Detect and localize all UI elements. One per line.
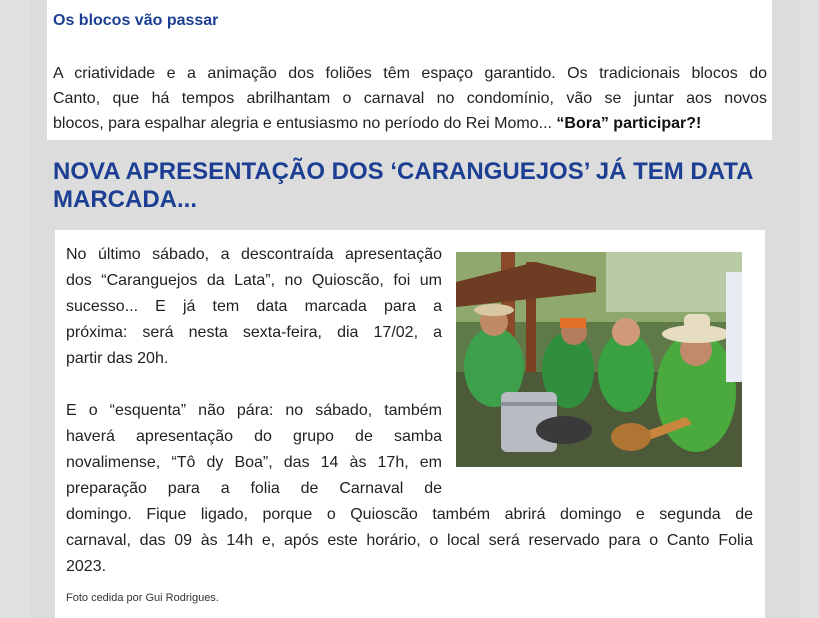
- blocos-paragraph-end: [53, 111, 767, 136]
- paragraph-line: No último sábado, a descontraída apresentação: [66, 246, 442, 263]
- paragraph-line: domingo. Fique ligado, porque o Quioscão também abrirá domingo e segunda de: [66, 506, 753, 523]
- photo-caption: Foto cedida por Gui Rodrigues.: [66, 592, 219, 604]
- right-margin: [800, 0, 819, 618]
- paragraph-line: próxima: será nesta sexta-feira, dia 17/02, a: [66, 324, 442, 341]
- band-photo: [456, 252, 742, 467]
- paragraph-line: novalimense, “Tô dy Boa”, das 14 às 17h, em: [66, 454, 442, 471]
- blocos-line: Canto, que há tempos abrilhantam o carnaval no condomínio, vão se juntar aos novos: [53, 90, 767, 107]
- paragraph-line: sucesso... E já tem data marcada para a: [66, 298, 442, 315]
- left-margin: [0, 0, 30, 618]
- band-photo-illustration: [456, 252, 742, 467]
- paragraph-line: 2023.: [66, 558, 107, 575]
- paragraph-line: dos “Caranguejos da Lata”, no Quioscão, foi um: [66, 272, 442, 289]
- blocos-title: Os blocos vão passar: [53, 12, 219, 29]
- paragraph-line: carnaval, das 09 às 14h e, após este horário, o local será reservado para o Canto Folia: [66, 532, 753, 549]
- blocos-paragraph: [53, 61, 767, 111]
- blocos-line: blocos, para espalhar alegria e entusiasmo no período do Rei Momo...: [53, 115, 552, 132]
- paragraph-line: haverá apresentação do grupo de samba: [66, 428, 442, 445]
- article-paragraph-1: [66, 242, 442, 372]
- article-headline: NOVA APRESENTAÇÃO DOS ‘CARANGUEJOS’ JÁ TEM DATA MARCADA...: [53, 158, 753, 213]
- paragraph-line: partir das 20h.: [66, 350, 169, 367]
- blocos-line: A criatividade e a animação dos foliões têm espaço garantido. Os tradicionais blocos do: [53, 65, 767, 82]
- article-paragraph-3: [66, 502, 753, 580]
- article-paragraph-2: [66, 398, 442, 502]
- blocos-call-to-action: “Bora” participar?!: [556, 115, 702, 132]
- paragraph-line: preparação para a folia de Carnaval de: [66, 480, 442, 497]
- paragraph-line: E o “esquenta” não pára: no sábado, também: [66, 402, 442, 419]
